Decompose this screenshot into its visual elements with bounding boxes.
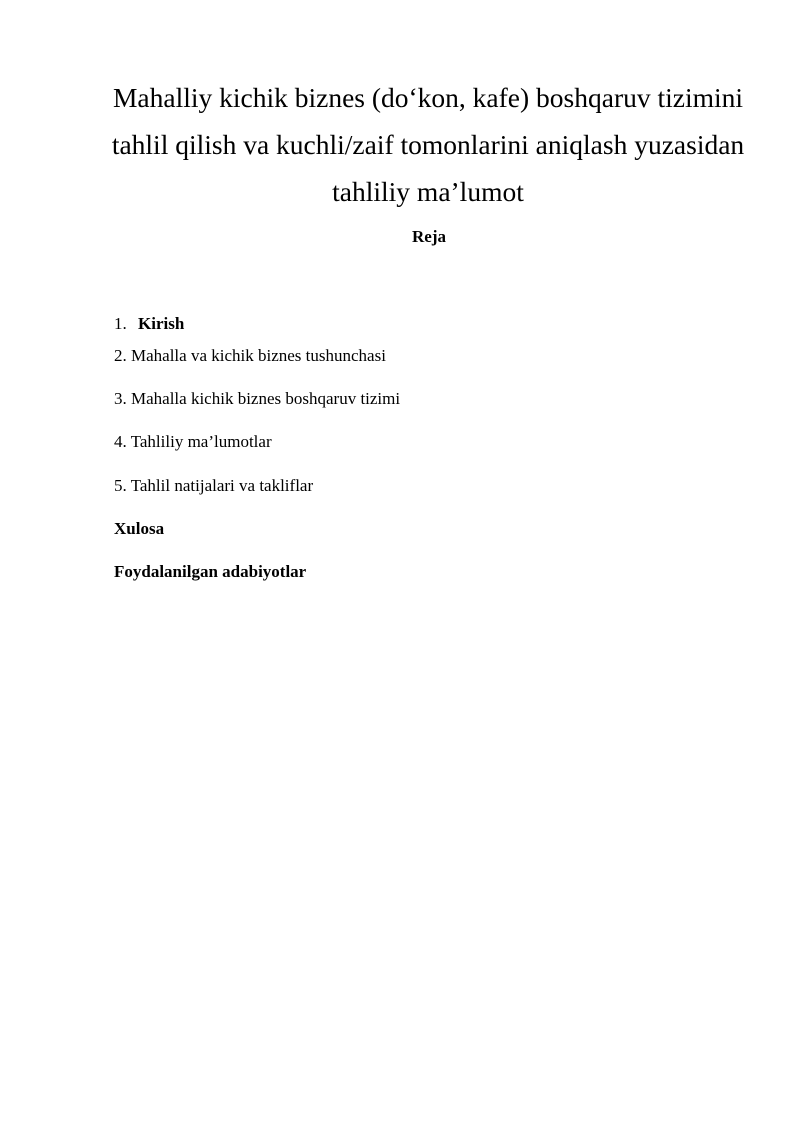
plan-item-1 <box>114 313 184 335</box>
references-heading: Foydalanilgan adabiyotlar <box>114 562 307 581</box>
plan-heading: Reja <box>412 227 446 246</box>
title-line-1: Mahalliy kichik biznes (do‘kon, kafe) boshqaruv tizimini <box>112 82 744 113</box>
plan-item-5: 5. Tahlil natijalari va takliflar <box>114 476 314 495</box>
plan-item-4: 4. Tahliliy ma’lumotlar <box>114 432 272 451</box>
title-line-2: tahlil qilish va kuchli/zaif tomonlarini aniqlash yuzasidan <box>111 129 745 160</box>
plan-item-1-number: 1. <box>114 314 127 333</box>
plan-item-3: 3. Mahalla kichik biznes boshqaruv tizimi <box>114 389 401 408</box>
document-title <box>100 74 756 215</box>
conclusion-heading: Xulosa <box>114 519 165 538</box>
plan-item-1-label: Kirish <box>138 314 185 333</box>
title-line-3: tahliliy ma’lumot <box>332 176 524 207</box>
plan-item-2: 2. Mahalla va kichik biznes tushunchasi <box>114 346 386 365</box>
